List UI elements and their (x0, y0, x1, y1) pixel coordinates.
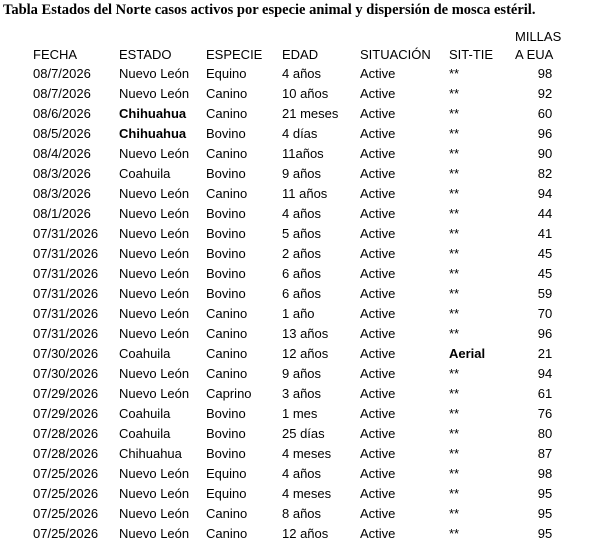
header-especie: ESPECIE (206, 47, 263, 62)
cell-estado: Coahuila (119, 346, 171, 361)
cell-edad: 25 días (282, 426, 325, 441)
cell-especie: Bovino (206, 246, 246, 261)
cell-edad: 12 años (282, 526, 329, 541)
table-row (33, 404, 575, 424)
cell-fecha: 07/25/2026 (33, 506, 99, 521)
table-row (33, 384, 575, 404)
cell-millas: 61 (537, 386, 553, 401)
cell-edad: 11 años (282, 186, 328, 201)
cell-millas: 80 (537, 426, 553, 441)
cell-especie: Bovino (206, 446, 246, 461)
cell-edad: 6 años (282, 266, 322, 281)
cell-edad: 4 meses (282, 446, 332, 461)
cell-estado: Coahuila (119, 426, 171, 441)
cell-sit-tie: ** (449, 66, 460, 81)
cell-especie: Bovino (206, 406, 246, 421)
cell-estado: Coahuila (119, 166, 171, 181)
document-title: Tabla Estados del Norte casos activos por especie animal y dispersión de mosca estéril. (3, 2, 536, 18)
cell-edad: 5 años (282, 226, 322, 241)
cell-edad: 10 años (282, 86, 329, 101)
cell-situacion: Active (360, 226, 396, 241)
cell-millas: 59 (537, 286, 553, 301)
cell-situacion: Active (360, 346, 396, 361)
table-row (33, 424, 575, 444)
cell-edad: 13 años (282, 326, 329, 341)
cell-especie: Bovino (206, 126, 246, 141)
cell-especie: Equino (206, 466, 247, 481)
cell-estado: Nuevo León (119, 226, 190, 241)
cell-estado: Nuevo León (119, 506, 190, 521)
cell-millas: 90 (537, 146, 553, 161)
table-row (33, 324, 575, 344)
table-row (33, 284, 575, 304)
cell-fecha: 07/29/2026 (33, 406, 99, 421)
cell-fecha: 07/30/2026 (33, 346, 99, 361)
cell-especie: Bovino (206, 266, 246, 281)
cell-fecha: 07/25/2026 (33, 486, 99, 501)
cell-especie: Canino (206, 526, 248, 541)
cell-sit-tie: ** (449, 166, 460, 181)
cell-especie: Bovino (206, 166, 246, 181)
cell-especie: Bovino (206, 206, 246, 221)
cell-millas: 96 (537, 126, 553, 141)
table-row (33, 224, 575, 244)
header-sit-tie: SIT-TIE (449, 47, 494, 62)
cell-especie: Canino (206, 106, 248, 121)
cell-fecha: 08/7/2026 (33, 66, 91, 81)
header-situacion: SITUACIÓN (360, 47, 431, 62)
table-row (33, 484, 575, 504)
cell-millas: 98 (537, 466, 553, 481)
table-row (33, 264, 575, 284)
cell-edad: 12 años (282, 346, 329, 361)
cell-fecha: 08/7/2026 (33, 86, 91, 101)
table-row (33, 244, 575, 264)
cell-millas: 60 (537, 106, 553, 121)
cell-estado: Nuevo León (119, 326, 190, 341)
cell-situacion: Active (360, 286, 396, 301)
table-row (33, 184, 575, 204)
cell-millas: 41 (537, 226, 553, 241)
cell-millas: 70 (537, 306, 553, 321)
cell-estado: Nuevo León (119, 206, 190, 221)
cell-situacion: Active (360, 86, 396, 101)
table-row (33, 144, 575, 164)
cell-millas: 76 (537, 406, 553, 421)
cell-situacion: Active (360, 406, 396, 421)
header-fecha: FECHA (33, 47, 78, 62)
cell-millas: 94 (537, 186, 553, 201)
cell-sit-tie: ** (449, 426, 460, 441)
cell-edad: 3 años (282, 386, 322, 401)
cell-millas: 95 (537, 486, 553, 501)
cell-fecha: 07/31/2026 (33, 246, 99, 261)
cell-sit-tie: ** (449, 366, 460, 381)
cell-millas: 45 (537, 266, 553, 281)
header-millas-line1: MILLAS (515, 29, 562, 44)
cell-situacion: Active (360, 506, 396, 521)
cell-situacion: Active (360, 306, 396, 321)
cell-fecha: 07/31/2026 (33, 326, 99, 341)
cell-situacion: Active (360, 126, 396, 141)
cell-situacion: Active (360, 66, 396, 81)
cell-edad: 8 años (282, 506, 322, 521)
table-row (33, 444, 575, 464)
cell-estado: Nuevo León (119, 286, 190, 301)
cell-situacion: Active (360, 266, 396, 281)
cell-edad: 9 años (282, 166, 322, 181)
table-row (33, 164, 575, 184)
cell-estado: Chihuahua (119, 106, 187, 121)
cell-fecha: 07/31/2026 (33, 306, 99, 321)
cell-millas: 21 (537, 346, 553, 361)
cell-fecha: 08/3/2026 (33, 166, 91, 181)
cell-millas: 95 (537, 526, 553, 541)
table-row (33, 504, 575, 524)
cell-estado: Nuevo León (119, 246, 190, 261)
cell-especie: Canino (206, 86, 248, 101)
cell-sit-tie: ** (449, 326, 460, 341)
cell-edad: 1 año (282, 306, 315, 321)
cell-sit-tie: ** (449, 486, 460, 501)
cell-sit-tie: ** (449, 466, 460, 481)
cell-situacion: Active (360, 526, 396, 541)
cell-situacion: Active (360, 206, 396, 221)
table-row (33, 524, 575, 544)
cell-millas: 98 (537, 66, 553, 81)
cell-especie: Bovino (206, 286, 246, 301)
cell-sit-tie: ** (449, 86, 460, 101)
cell-estado: Nuevo León (119, 66, 190, 81)
header-millas (515, 28, 575, 64)
cell-fecha: 08/5/2026 (33, 126, 91, 141)
cell-sit-tie: ** (449, 106, 460, 121)
cell-millas: 44 (537, 206, 553, 221)
cell-situacion: Active (360, 386, 396, 401)
cell-especie: Canino (206, 306, 248, 321)
cell-edad: 11años (282, 146, 324, 161)
cell-edad: 2 años (282, 246, 322, 261)
table-body (33, 64, 575, 544)
cell-sit-tie: ** (449, 526, 460, 541)
cell-sit-tie: ** (449, 306, 460, 321)
cell-estado: Nuevo León (119, 526, 190, 541)
cell-millas: 94 (537, 366, 553, 381)
cell-sit-tie: Aerial (449, 346, 486, 361)
cell-especie: Canino (206, 366, 248, 381)
cell-fecha: 08/4/2026 (33, 146, 91, 161)
header-estado: ESTADO (119, 47, 172, 62)
cell-sit-tie: ** (449, 386, 460, 401)
cell-situacion: Active (360, 466, 396, 481)
cell-estado: Nuevo León (119, 306, 190, 321)
cell-estado: Nuevo León (119, 386, 190, 401)
cell-fecha: 07/30/2026 (33, 366, 99, 381)
header-edad: EDAD (282, 47, 319, 62)
cell-sit-tie: ** (449, 226, 460, 241)
cell-fecha: 07/25/2026 (33, 526, 99, 541)
cell-situacion: Active (360, 166, 396, 181)
cell-especie: Equino (206, 66, 247, 81)
cell-millas: 87 (537, 446, 553, 461)
header-millas-line2: A EUA (515, 47, 554, 62)
cell-estado: Nuevo León (119, 86, 190, 101)
cell-millas: 82 (537, 166, 553, 181)
cell-situacion: Active (360, 446, 396, 461)
cell-edad: 1 mes (282, 406, 318, 421)
table-row (33, 204, 575, 224)
cell-fecha: 07/25/2026 (33, 466, 99, 481)
cell-estado: Nuevo León (119, 266, 190, 281)
table-row (33, 124, 575, 144)
cell-fecha: 07/31/2026 (33, 266, 99, 281)
cell-millas: 92 (537, 86, 553, 101)
cell-especie: Equino (206, 486, 247, 501)
cell-sit-tie: ** (449, 286, 460, 301)
cell-edad: 4 años (282, 66, 322, 81)
cell-sit-tie: ** (449, 506, 460, 521)
table-row (33, 84, 575, 104)
cell-especie: Canino (206, 326, 248, 341)
cell-situacion: Active (360, 366, 396, 381)
table-row (33, 464, 575, 484)
cell-especie: Canino (206, 146, 248, 161)
cell-sit-tie: ** (449, 206, 460, 221)
cell-millas: 96 (537, 326, 553, 341)
cell-estado: Coahuila (119, 406, 171, 421)
cell-sit-tie: ** (449, 246, 460, 261)
table-row (33, 344, 575, 364)
cell-edad: 9 años (282, 366, 322, 381)
cell-edad: 6 años (282, 286, 322, 301)
cell-especie: Bovino (206, 226, 246, 241)
cell-situacion: Active (360, 326, 396, 341)
cell-situacion: Active (360, 186, 396, 201)
cell-estado: Chihuahua (119, 446, 182, 461)
header-row (33, 28, 575, 64)
cell-situacion: Active (360, 106, 396, 121)
cell-edad: 4 días (282, 126, 318, 141)
cell-millas: 95 (537, 506, 553, 521)
cell-especie: Canino (206, 346, 248, 361)
cell-sit-tie: ** (449, 406, 460, 421)
cell-fecha: 08/6/2026 (33, 106, 91, 121)
cell-situacion: Active (360, 146, 396, 161)
cell-fecha: 07/28/2026 (33, 446, 99, 461)
cell-especie: Canino (206, 506, 248, 521)
cell-fecha: 08/3/2026 (33, 186, 91, 201)
cell-estado: Nuevo León (119, 366, 190, 381)
cell-situacion: Active (360, 486, 396, 501)
cell-edad: 21 meses (282, 106, 339, 121)
cell-edad: 4 años (282, 466, 322, 481)
cell-fecha: 08/1/2026 (33, 206, 91, 221)
cell-estado: Nuevo León (119, 486, 190, 501)
table-row (33, 304, 575, 324)
cell-edad: 4 meses (282, 486, 332, 501)
cell-fecha: 07/31/2026 (33, 226, 99, 241)
table-row (33, 364, 575, 384)
cell-estado: Nuevo León (119, 186, 190, 201)
cell-edad: 4 años (282, 206, 322, 221)
cell-especie: Caprino (206, 386, 252, 401)
cell-sit-tie: ** (449, 186, 460, 201)
table-row (33, 64, 575, 84)
table-row (33, 104, 575, 124)
cell-especie: Canino (206, 186, 248, 201)
cell-sit-tie: ** (449, 446, 460, 461)
cell-estado: Nuevo León (119, 146, 190, 161)
cell-sit-tie: ** (449, 266, 460, 281)
cell-estado: Nuevo León (119, 466, 190, 481)
cell-millas: 45 (537, 246, 553, 261)
cell-sit-tie: ** (449, 126, 460, 141)
cell-sit-tie: ** (449, 146, 460, 161)
cell-especie: Bovino (206, 426, 246, 441)
cell-fecha: 07/29/2026 (33, 386, 99, 401)
cell-fecha: 07/28/2026 (33, 426, 99, 441)
cell-estado: Chihuahua (119, 126, 187, 141)
cell-situacion: Active (360, 246, 396, 261)
cases-table (33, 28, 575, 544)
cell-fecha: 07/31/2026 (33, 286, 99, 301)
cell-situacion: Active (360, 426, 396, 441)
